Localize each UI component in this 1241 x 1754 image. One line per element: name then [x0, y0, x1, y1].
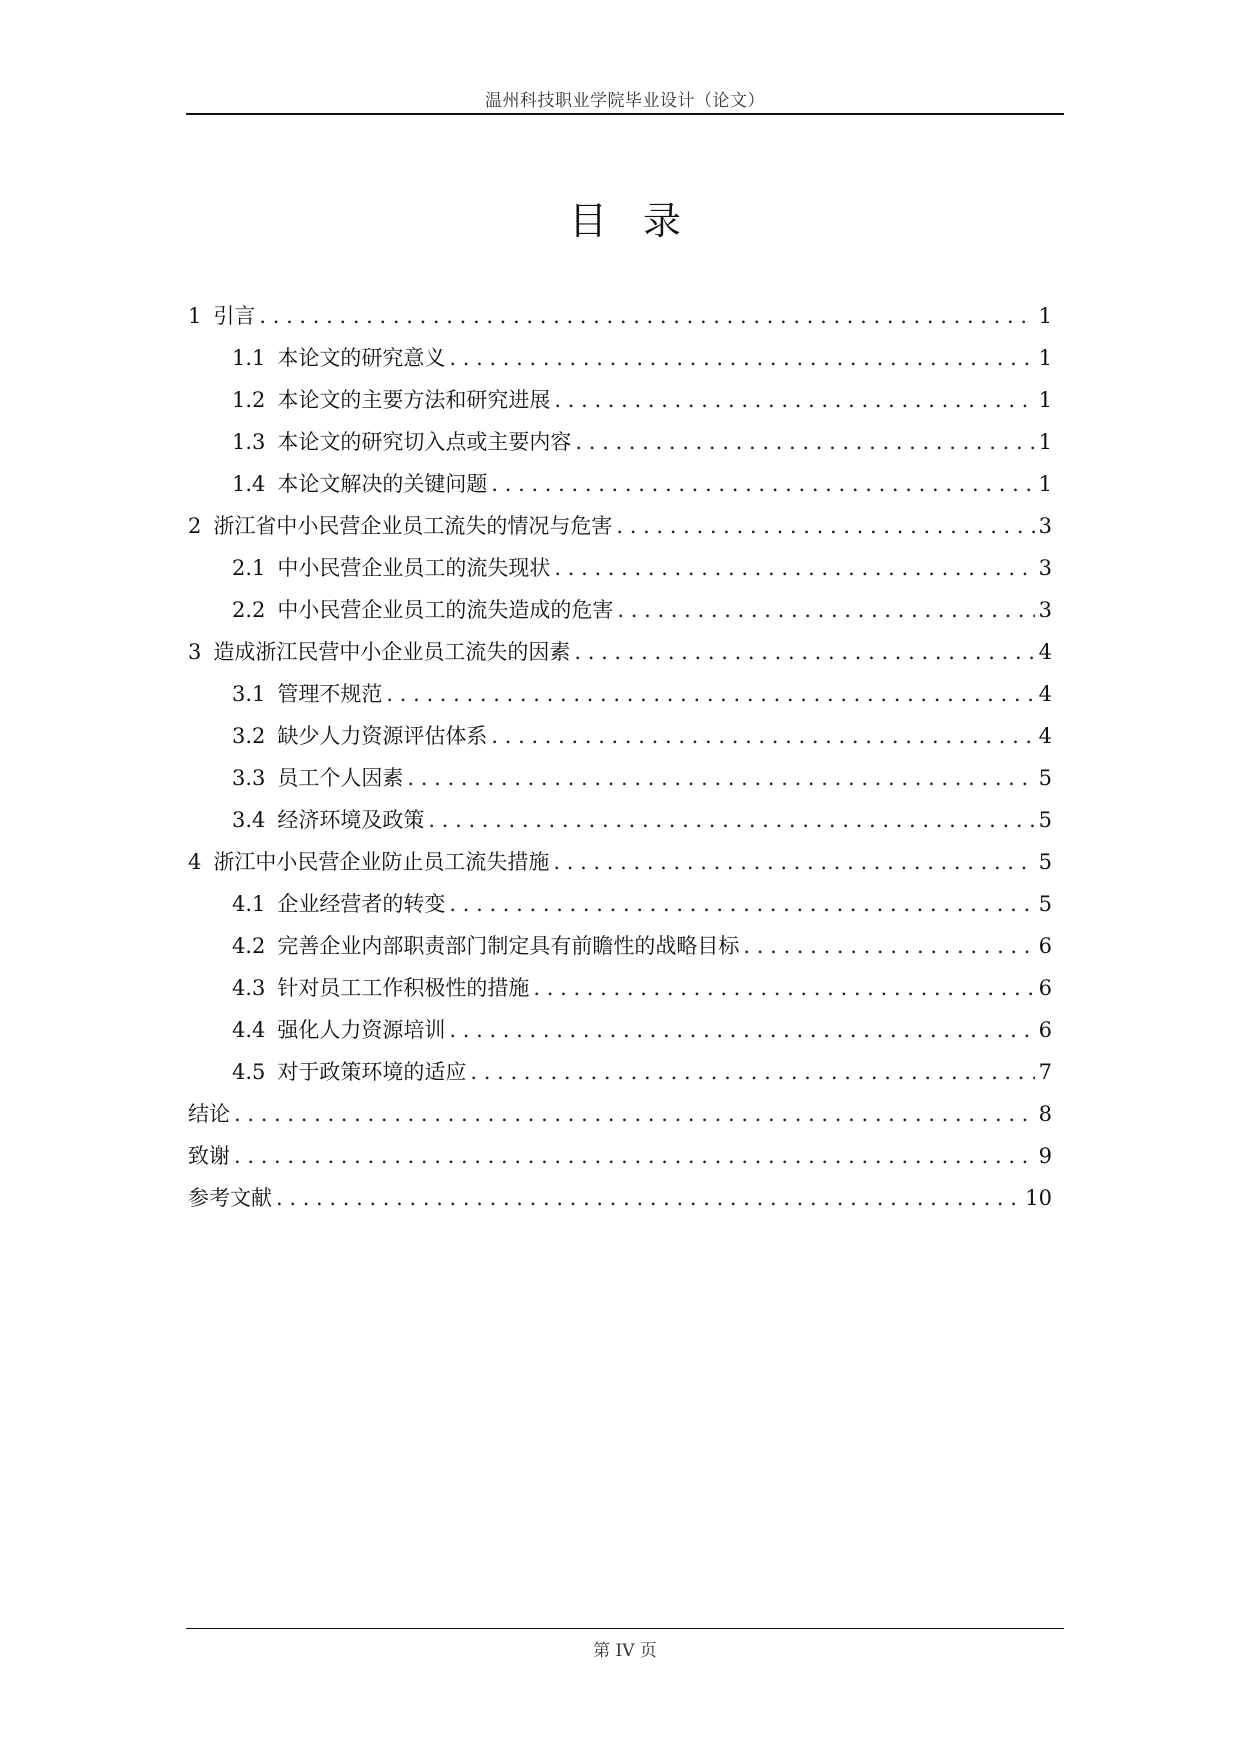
toc-dot-leader: [575, 421, 1034, 463]
toc-entry-title: 中小民营企业员工的流失造成的危害: [277, 598, 614, 622]
toc-entry-page: 1: [1038, 388, 1052, 412]
toc-entry[interactable]: [188, 1177, 1052, 1219]
toc-entry-title: 结论: [188, 1102, 230, 1126]
toc-entry-number: 1.4: [232, 472, 266, 496]
toc-entry-title: 管理不规范: [277, 682, 383, 706]
toc-entry[interactable]: [188, 967, 1052, 1009]
toc-dot-leader: [428, 799, 1034, 841]
toc-entry-page: 1: [1038, 430, 1052, 454]
toc-entry-title: 针对员工工作积极性的措施: [277, 976, 530, 1000]
toc-entry-title: 强化人力资源培训: [277, 1018, 446, 1042]
toc-dot-leader: [276, 1177, 1021, 1219]
toc-entry-page: 1: [1038, 304, 1052, 328]
running-header: 温州科技职业学院毕业设计（论文）: [485, 91, 765, 111]
toc-list: [188, 295, 1052, 1219]
toc-dot-leader: [259, 295, 1034, 337]
toc-entry[interactable]: [188, 925, 1052, 967]
toc-dot-leader: [533, 967, 1034, 1009]
toc-entry[interactable]: [188, 1051, 1052, 1093]
toc-entry[interactable]: [188, 547, 1052, 589]
toc-entry-page: 1: [1038, 472, 1052, 496]
toc-entry-number: 3.1: [232, 682, 266, 706]
toc-entry[interactable]: [188, 841, 1052, 883]
toc-entry-page: 4: [1038, 682, 1052, 706]
toc-entry[interactable]: [188, 1135, 1052, 1177]
toc-entry[interactable]: [188, 295, 1052, 337]
toc-entry-title: 本论文的主要方法和研究进展: [277, 388, 551, 412]
toc-entry-page: 5: [1038, 892, 1052, 916]
toc-entry-page: 3: [1038, 514, 1052, 538]
toc-entry-page: 3: [1038, 556, 1052, 580]
toc-entry-title: 浙江省中小民营企业员工流失的情况与危害: [213, 514, 613, 538]
toc-entry-title: 完善企业内部职责部门制定具有前瞻性的战略目标: [277, 934, 740, 958]
toc-entry-number: 4.4: [232, 1018, 266, 1042]
toc-dot-leader: [407, 757, 1034, 799]
toc-dot-leader: [617, 589, 1034, 631]
toc-entry-number: 2.2: [232, 598, 266, 622]
toc-entry-title: 经济环境及政策: [277, 808, 425, 832]
toc-entry-title: 浙江中小民营企业防止员工流失措施: [213, 850, 550, 874]
toc-entry-number: 4: [188, 850, 202, 874]
toc-entry-title: 参考文献: [188, 1186, 272, 1210]
toc-entry[interactable]: [188, 1009, 1052, 1051]
toc-entry-page: 5: [1038, 808, 1052, 832]
toc-entry-number: 2: [188, 514, 202, 538]
toc-entry-page: 9: [1038, 1144, 1052, 1168]
toc-entry[interactable]: [188, 421, 1052, 463]
toc-dot-leader: [574, 631, 1034, 673]
toc-entry[interactable]: [188, 673, 1052, 715]
toc-dot-leader: [491, 463, 1034, 505]
toc-entry-title: 引言: [213, 304, 256, 328]
toc-entry-title: 企业经营者的转变: [277, 892, 446, 916]
toc-dot-leader: [553, 841, 1034, 883]
toc-entry-number: 3.2: [232, 724, 266, 748]
toc-entry[interactable]: [188, 379, 1052, 421]
toc-entry-title: 本论文的研究切入点或主要内容: [277, 430, 572, 454]
toc-entry-title: 缺少人力资源评估体系: [277, 724, 488, 748]
toc-dot-leader: [386, 673, 1034, 715]
toc-entry-number: 1: [188, 304, 202, 328]
toc-entry-page: 10: [1025, 1186, 1052, 1210]
toc-entry-title: 造成浙江民营中小企业员工流失的因素: [213, 640, 571, 664]
toc-entry-number: 1.1: [232, 346, 266, 370]
toc-dot-leader: [449, 1009, 1034, 1051]
toc-entry-page: 7: [1038, 1060, 1052, 1084]
header-divider: [186, 113, 1064, 115]
toc-entry-title: 本论文解决的关键问题: [277, 472, 488, 496]
toc-entry-number: 4.1: [232, 892, 266, 916]
toc-entry-number: 4.2: [232, 934, 266, 958]
toc-dot-leader: [616, 505, 1034, 547]
toc-entry-number: 1.3: [232, 430, 266, 454]
toc-entry-page: 6: [1038, 934, 1052, 958]
toc-entry[interactable]: [188, 883, 1052, 925]
toc-entry-number: 2.1: [232, 556, 266, 580]
toc-entry[interactable]: [188, 799, 1052, 841]
toc-dot-leader: [743, 925, 1034, 967]
toc-title: 目录: [568, 199, 717, 243]
toc-dot-leader: [554, 547, 1034, 589]
toc-entry-title: 对于政策环境的适应: [277, 1060, 467, 1084]
toc-entry-number: 4.3: [232, 976, 266, 1000]
toc-dot-leader: [234, 1093, 1035, 1135]
toc-entry[interactable]: [188, 337, 1052, 379]
toc-entry[interactable]: [188, 715, 1052, 757]
footer-divider: [186, 1628, 1064, 1629]
toc-entry[interactable]: [188, 757, 1052, 799]
toc-dot-leader: [491, 715, 1034, 757]
toc-dot-leader: [449, 337, 1034, 379]
toc-entry-page: 6: [1038, 976, 1052, 1000]
toc-entry-title: 员工个人因素: [277, 766, 404, 790]
toc-entry[interactable]: [188, 1093, 1052, 1135]
toc-entry[interactable]: [188, 505, 1052, 547]
page-number: 第 IV 页: [593, 1641, 657, 1661]
toc-entry-number: 3.4: [232, 808, 266, 832]
toc-dot-leader: [449, 883, 1034, 925]
toc-entry[interactable]: [188, 589, 1052, 631]
toc-entry-page: 6: [1038, 1018, 1052, 1042]
toc-entry[interactable]: [188, 463, 1052, 505]
toc-entry-number: 3: [188, 640, 202, 664]
toc-entry[interactable]: [188, 631, 1052, 673]
toc-entry-page: 8: [1038, 1102, 1052, 1126]
toc-entry-number: 3.3: [232, 766, 266, 790]
toc-dot-leader: [554, 379, 1034, 421]
toc-dot-leader: [470, 1051, 1034, 1093]
toc-entry-page: 4: [1038, 640, 1052, 664]
toc-entry-number: 4.5: [232, 1060, 266, 1084]
toc-entry-page: 1: [1038, 346, 1052, 370]
toc-entry-page: 5: [1038, 850, 1052, 874]
toc-entry-page: 5: [1038, 766, 1052, 790]
toc-entry-title: 中小民营企业员工的流失现状: [277, 556, 551, 580]
toc-entry-title: 致谢: [188, 1144, 230, 1168]
toc-dot-leader: [234, 1135, 1035, 1177]
toc-entry-page: 4: [1038, 724, 1052, 748]
toc-entry-title: 本论文的研究意义: [277, 346, 446, 370]
toc-entry-number: 1.2: [232, 388, 266, 412]
toc-entry-page: 3: [1038, 598, 1052, 622]
